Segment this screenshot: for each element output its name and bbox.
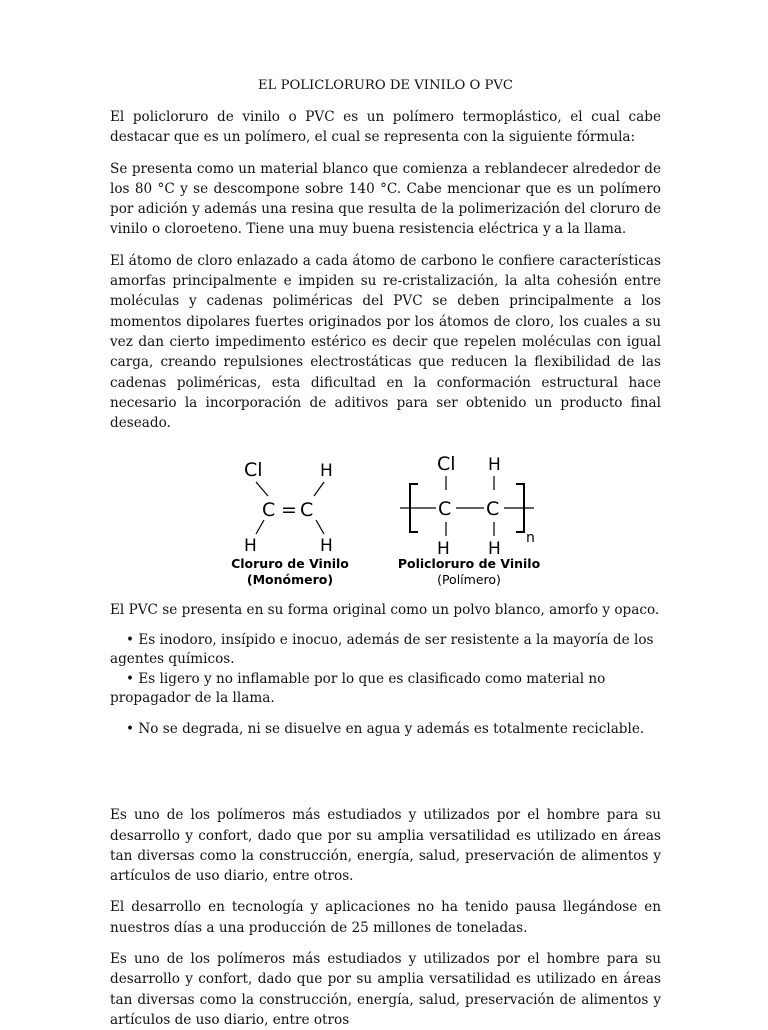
- paragraph-properties: Se presenta como un material blanco que comienza a reblandecer alrededor de los 80 °C y se descompone sobre 140 °C. Cabe mencionar que es un polímero por adición y además una resina que resulta de la polimerización del cloruro de vinilo o cloroeteno. Tiene una muy buena resistencia eléctrica y a la llama.: [110, 160, 661, 238]
- list-item: • No se degrada, ni se disuelve en agua y además es totalmente reciclable.: [126, 720, 645, 737]
- monomer-h-top-atom: H: [320, 461, 333, 482]
- polymer-h-bottom-left-atom: H: [437, 539, 450, 560]
- polymer-h-top-atom: H: [488, 455, 501, 476]
- polymer-caption-type: (Polímero): [437, 572, 501, 588]
- paragraph-production: El desarrollo en tecnología y aplicaciones no ha tenido pausa llegándose en nuestros días a una producción de 25 millones de toneladas.: [110, 899, 661, 936]
- polymer-c-left-atom: C: [438, 498, 452, 521]
- polymer-cl-atom: Cl: [437, 453, 456, 476]
- monomer-double-bond: =: [281, 499, 297, 522]
- properties-list: [110, 631, 661, 740]
- paragraph-intro: El policloruro de vinilo o PVC es un polímero termoplástico, el cual cabe destacar que es un polímero, el cual se representa con la siguiente fórmula:: [110, 109, 661, 146]
- monomer-structure: [231, 459, 349, 587]
- monomer-c-right-atom: C: [300, 499, 314, 522]
- chemical-structure-figure: [110, 434, 661, 600]
- vertical-spacer: [110, 750, 661, 805]
- polymer-structure: [398, 453, 541, 587]
- paragraph-uses: Es uno de los polímeros más estudiados y utilizados por el hombre para su desarrollo y confort, dado que por su amplia versatilidad es utilizado en áreas tan diversas como la construcción, energía, salud, preservación de alimentos y artículos de uso diario, entre otros.: [110, 807, 661, 885]
- paragraph-original-form: El PVC se presenta en su forma original como un polvo blanco, amorfo y opaco.: [110, 602, 660, 619]
- polymer-caption-name: Policloruro de Vinilo: [397, 556, 541, 572]
- chemical-structure-svg: [224, 434, 554, 600]
- monomer-h-bottom-left-atom: H: [244, 536, 257, 557]
- monomer-h-bottom-right-atom: H: [320, 536, 333, 557]
- polymer-h-bottom-right-atom: H: [488, 539, 501, 560]
- paragraph-uses-repeat: Es uno de los polímeros más estudiados y utilizados por el hombre para su desarrollo y confort, dado que por su amplia versatilidad es utilizado en áreas tan diversas como la construcción, energía, salud, preservación de alimentos y artículos de uso diario, entre otros: [110, 951, 661, 1028]
- document-title: EL POLICLORURO DE VINILO O PVC: [258, 78, 513, 93]
- monomer-c-left-atom: C: [262, 499, 276, 522]
- polymer-c-right-atom: C: [486, 498, 500, 521]
- document-page: [110, 76, 661, 1030]
- polymer-subscript-n: n: [526, 530, 535, 547]
- monomer-caption-type: (Monómero): [246, 572, 334, 588]
- monomer-caption-name: Cloruro de Vinilo: [231, 556, 349, 572]
- monomer-cl-atom: Cl: [244, 459, 263, 482]
- list-item: • Es ligero y no inflamable por lo que es clasificado como material no propagador de la llama.: [110, 670, 606, 707]
- paragraph-chlorine-atom: El átomo de cloro enlazado a cada átomo de carbono le confiere características amorfas principalmente e impiden su re-cristalización, la alta cohesión entre moléculas y cadenas poliméricas del PVC se deben principalmente a los momentos dipolares fuertes originados por los átomos de cloro, los cuales a su vez dan cierto impedimento estérico es decir que repelen moléculas con igual carga, creando repulsiones electrostáticas que reducen la flexibilidad de las cadenas poliméricas, esta dificultad en la conformación estructural hace necesario la incorporación de aditivos para ser obtenido un producto final deseado.: [110, 252, 661, 432]
- list-item: • Es inodoro, insípido e inocuo, además de ser resistente a la mayoría de los agentes químicos.: [110, 631, 654, 668]
